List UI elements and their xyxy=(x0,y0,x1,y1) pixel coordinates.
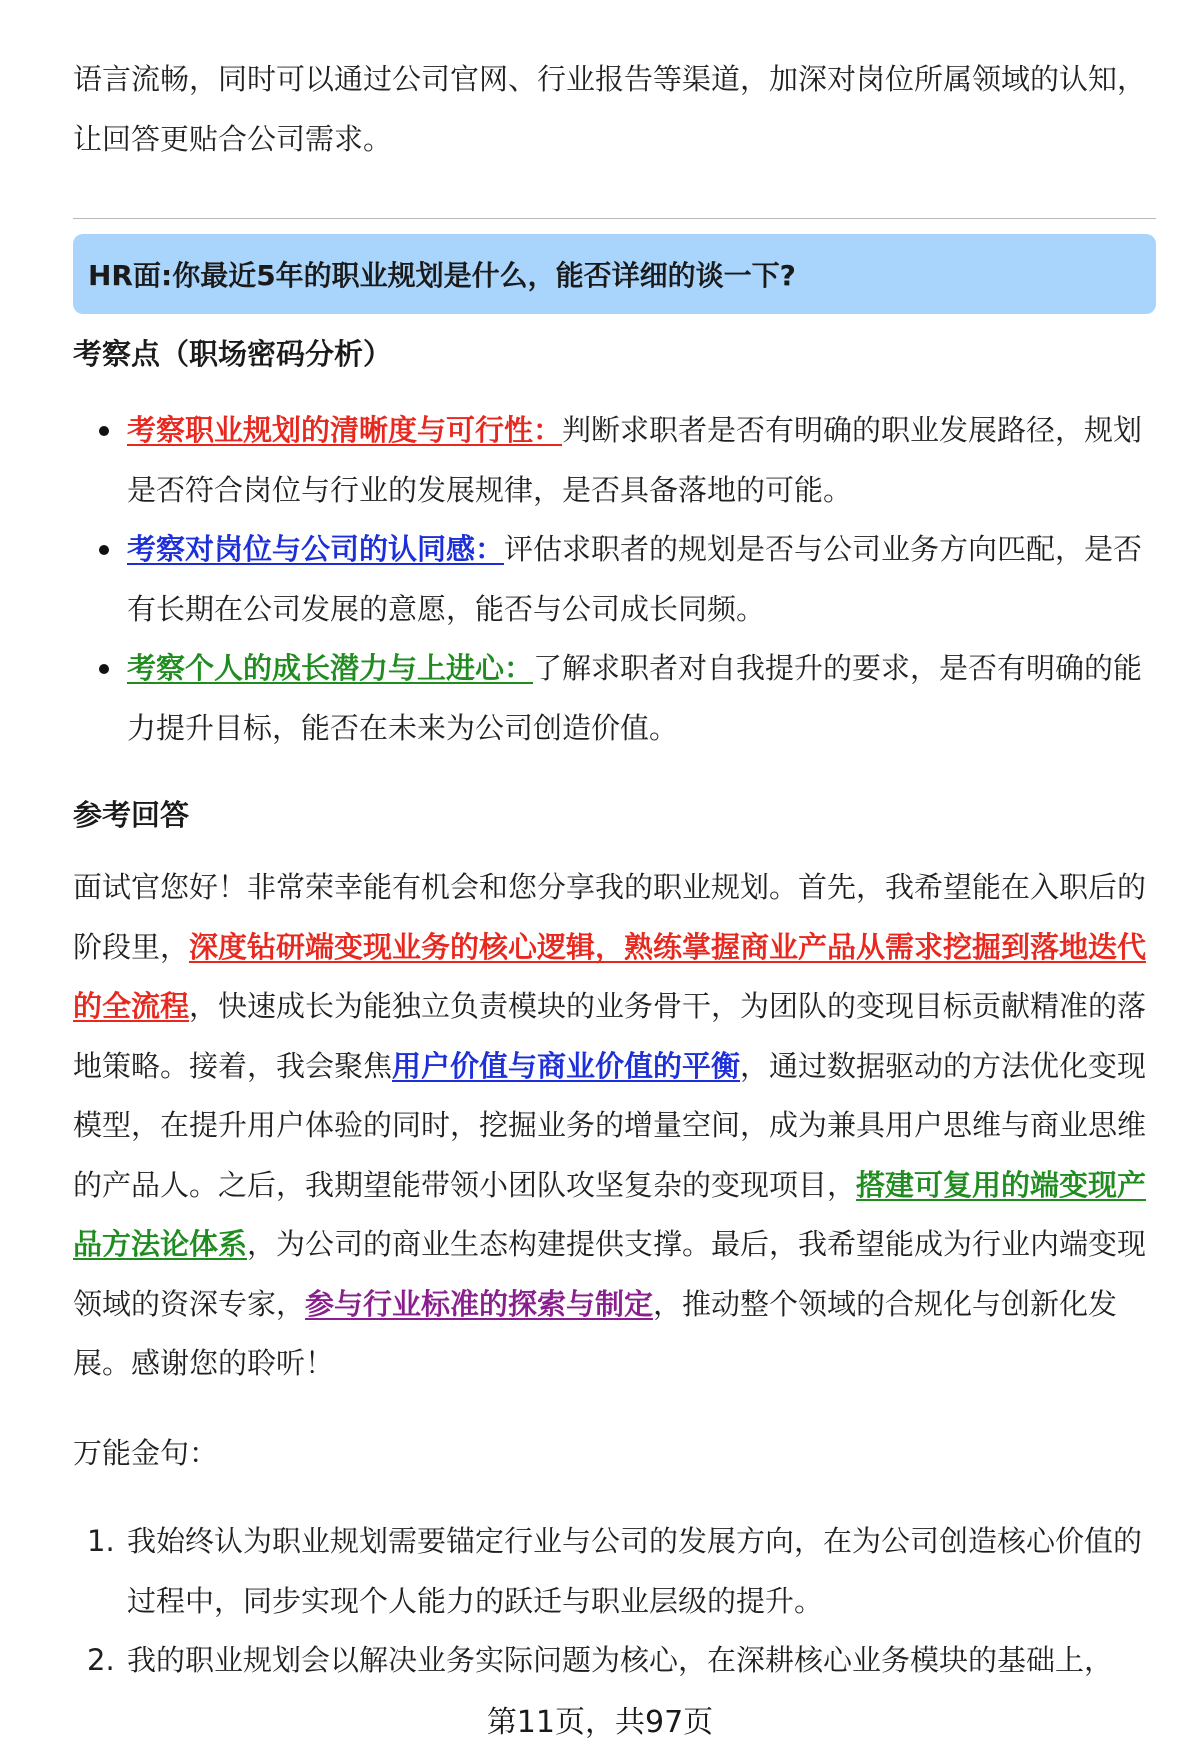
page-number-footer: 第11页，共97页 xyxy=(486,1705,714,1740)
golden-list xyxy=(73,1512,1148,1691)
golden-item xyxy=(73,1631,1148,1691)
assessment-item xyxy=(73,401,1148,520)
golden-label: 万能金句： xyxy=(73,1436,219,1470)
assessment-text: 判断求职者是否有明确的职业发展路径，规划是否符合岗位与行业的发展规律，是否具备落地的可能。 xyxy=(127,413,1143,507)
assessment-text: 评估求职者的规划是否与公司业务方向匹配，是否有长期在公司发展的意愿，能否与公司成长同频。 xyxy=(127,532,1143,626)
assessment-text: 了解求职者对自我提升的要求，是否有明确的能力提升目标，能否在未来为公司创造价值。 xyxy=(127,651,1143,745)
answer-highlight: 参与行业标准的探索与制定 xyxy=(305,1286,654,1321)
golden-item-number: 2. xyxy=(87,1643,115,1677)
answer-text: ，通过数据驱动的方法优化变现模型，在提升用户体验的同时，挖掘业务的增量空间，成为兼具用户思维与商业思维的产品人。之后，我期望能带领小团队攻坚复杂的变现项目， xyxy=(73,1048,1147,1202)
assessment-keyword: 考察个人的成长潜力与上进心： xyxy=(127,651,534,685)
golden-item-text: 我的职业规划会以解决业务实际问题为核心，在深耕核心业务模块的基础上， xyxy=(127,1643,1114,1677)
answer-text: ，推动整个领域的合规化与创新化发展。感谢您的聆听！ xyxy=(73,1286,1118,1380)
bullet-dot-icon xyxy=(99,426,109,436)
assessment-item xyxy=(73,639,1148,758)
golden-item-text: 我始终认为职业规划需要锚定行业与公司的发展方向，在为公司创造核心价值的过程中，同步实现个人能力的跃迁与职业层级的提升。 xyxy=(127,1524,1143,1618)
bullet-dot-icon xyxy=(99,545,109,555)
golden-item xyxy=(73,1512,1148,1631)
question-text: HR面:你最近5年的职业规划是什么，能否详细的谈一下? xyxy=(88,259,796,292)
assessment-keyword: 考察职业规划的清晰度与可行性： xyxy=(127,413,563,447)
answer-highlight: 搭建可复用的端变现产品方法论体系 xyxy=(73,1167,1147,1261)
assessment-keyword: 考察对岗位与公司的认同感： xyxy=(127,532,505,566)
answer-highlight: 深度钻研端变现业务的核心逻辑，熟练掌握商业产品从需求挖掘到落地迭代的全流程 xyxy=(73,929,1147,1023)
reference-answer xyxy=(73,858,1148,1394)
assessment-heading: 考察点（职场密码分析） xyxy=(73,337,393,371)
golden-item-number: 1. xyxy=(87,1524,115,1558)
intro-paragraph: 语言流畅，同时可以通过公司官网、行业报告等渠道，加深对岗位所属领域的认知，让回答更贴合公司需求。 xyxy=(73,62,1147,156)
assessment-item xyxy=(73,520,1148,639)
question-banner xyxy=(73,234,1156,314)
bullet-dot-icon xyxy=(99,664,109,674)
section-divider xyxy=(73,218,1156,219)
answer-text: ，为公司的商业生态构建提供支撑。最后，我希望能成为行业内端变现领域的资深专家， xyxy=(73,1227,1147,1321)
answer-text: ，快速成长为能独立负责模块的业务骨干，为团队的变现目标贡献精准的落地策略。接着，我会聚焦 xyxy=(73,989,1147,1083)
assessment-list xyxy=(73,401,1148,758)
reference-heading: 参考回答 xyxy=(73,798,190,832)
answer-text: 面试官您好！非常荣幸能有机会和您分享我的职业规划。首先，我希望能在入职后的阶段里， xyxy=(73,870,1147,964)
answer-highlight: 用户价值与商业价值的平衡 xyxy=(392,1048,741,1083)
